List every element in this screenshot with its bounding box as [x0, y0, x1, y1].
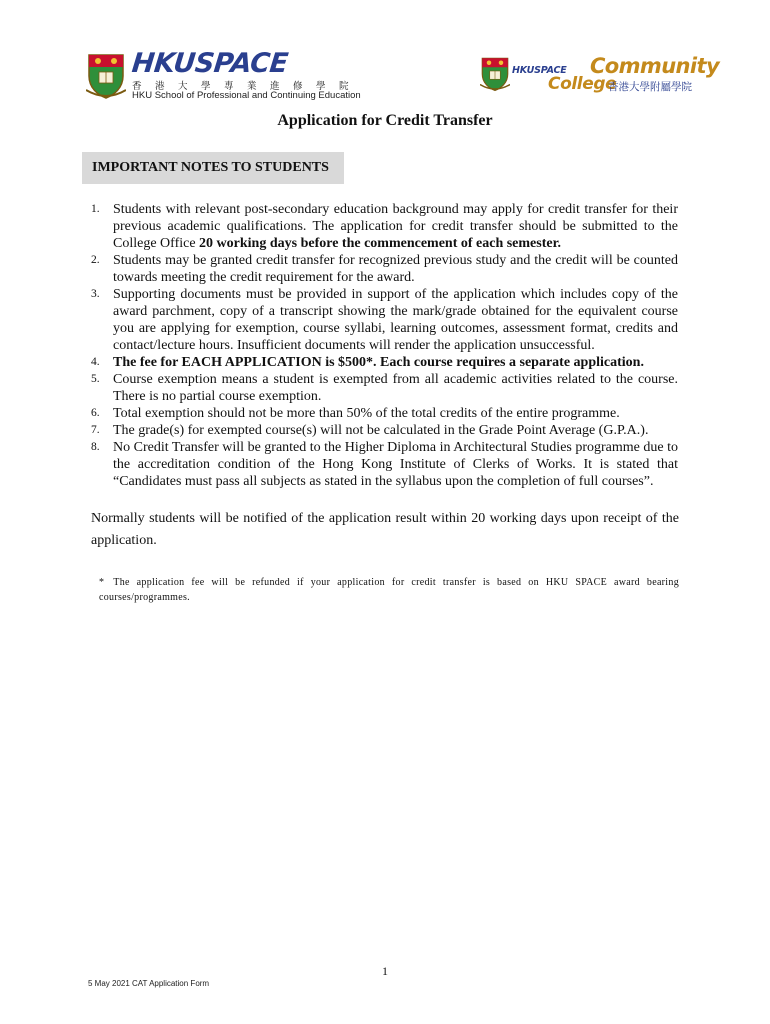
note-number: 4. [91, 356, 100, 368]
note-number: 5. [91, 373, 100, 385]
cc-college-text: College [548, 74, 617, 94]
note-text: Supporting documents must be provided in support of the application which includes copy of the award parchment, copy of a transcript showing the mark/grade obtained for the equivalent course you are applying for exemption, course syllabi, learning outcomes, assessment format, credits and contact/lecture hours. Insufficient documents will render the application unsuccessful. [113, 287, 678, 353]
note-bold-text: The fee for EACH APPLICATION is $500*. Each course requires a separate application. [113, 355, 644, 370]
note-number: 1. [91, 203, 100, 215]
footnote-text: The application fee will be refunded if your application for credit transfer is based on HKU SPACE award bearing courses/programmes. [99, 577, 679, 603]
cc-community-text: Community [590, 54, 720, 78]
note-item [82, 201, 678, 252]
note-bold-text: 20 working days before the commencement of each semester. [199, 236, 562, 251]
note-number: 6. [91, 407, 100, 419]
notification-paragraph: Normally students will be notified of the application result within 20 working days upon receipt of the application. [91, 511, 679, 548]
footer-text: 5 May 2021 CAT Application Form [88, 979, 210, 988]
hku-space-chinese-name: 香港大學專業進修學院 [132, 81, 363, 92]
note-number: 2. [91, 254, 100, 266]
note-item [82, 252, 678, 286]
page-title: Application for Credit Transfer [277, 112, 493, 129]
note-text: Course exemption means a student is exempted from all academic activities related to the course. There is no partial course exemption. [113, 372, 678, 404]
notes-heading: IMPORTANT NOTES TO STUDENTS [82, 152, 344, 184]
note-item [82, 439, 678, 490]
community-college-logo [480, 55, 720, 99]
note-number: 8. [91, 441, 100, 453]
hku-space-wordmark [130, 48, 289, 79]
note-item [82, 354, 678, 371]
page-number: 1 [382, 964, 388, 978]
note-text: Total exemption should not be more than 50% of the total credits of the entire programme. [113, 406, 620, 421]
fee-footnote [99, 575, 679, 605]
wordmark-hku: HKU [130, 48, 197, 79]
note-item [82, 286, 678, 354]
notes-list [82, 201, 678, 490]
hku-space-english-name: HKU School of Professional and Continuing Education [132, 90, 361, 101]
note-number: 7. [91, 424, 100, 436]
note-item [82, 405, 678, 422]
hku-crest-icon [86, 52, 126, 100]
cc-crest-icon [480, 55, 510, 93]
note-text: The grade(s) for exempted course(s) will not be calculated in the Grade Point Average (G.P.A.). [113, 423, 649, 438]
note-item [82, 371, 678, 405]
hku-space-logo [86, 50, 366, 104]
note-text: No Credit Transfer will be granted to the Higher Diploma in Architectural Studies programme due to the accreditation condition of the Hong Kong Institute of Clerks of Works. It is stated that “Candidates must pass all subjects as stated in the syllabus upon the completion of full courses”. [113, 440, 678, 489]
cc-hku-space-text: HKUSPACE [512, 65, 567, 76]
cc-chinese-name: 香港大學附屬學院 [608, 81, 692, 93]
note-item [82, 422, 678, 439]
note-text: Students may be granted credit transfer for recognized previous study and the credit will be counted towards meeting the credit requirement for the award. [113, 253, 678, 285]
note-text: Students with relevant post-secondary education background may apply for credit transfer for their previous academic qualifications. The application for credit transfer should be submitted to the College Office [113, 202, 678, 251]
note-number: 3. [91, 288, 100, 300]
wordmark-space: SPACE [193, 48, 290, 79]
footnote-mark: * [99, 577, 105, 588]
